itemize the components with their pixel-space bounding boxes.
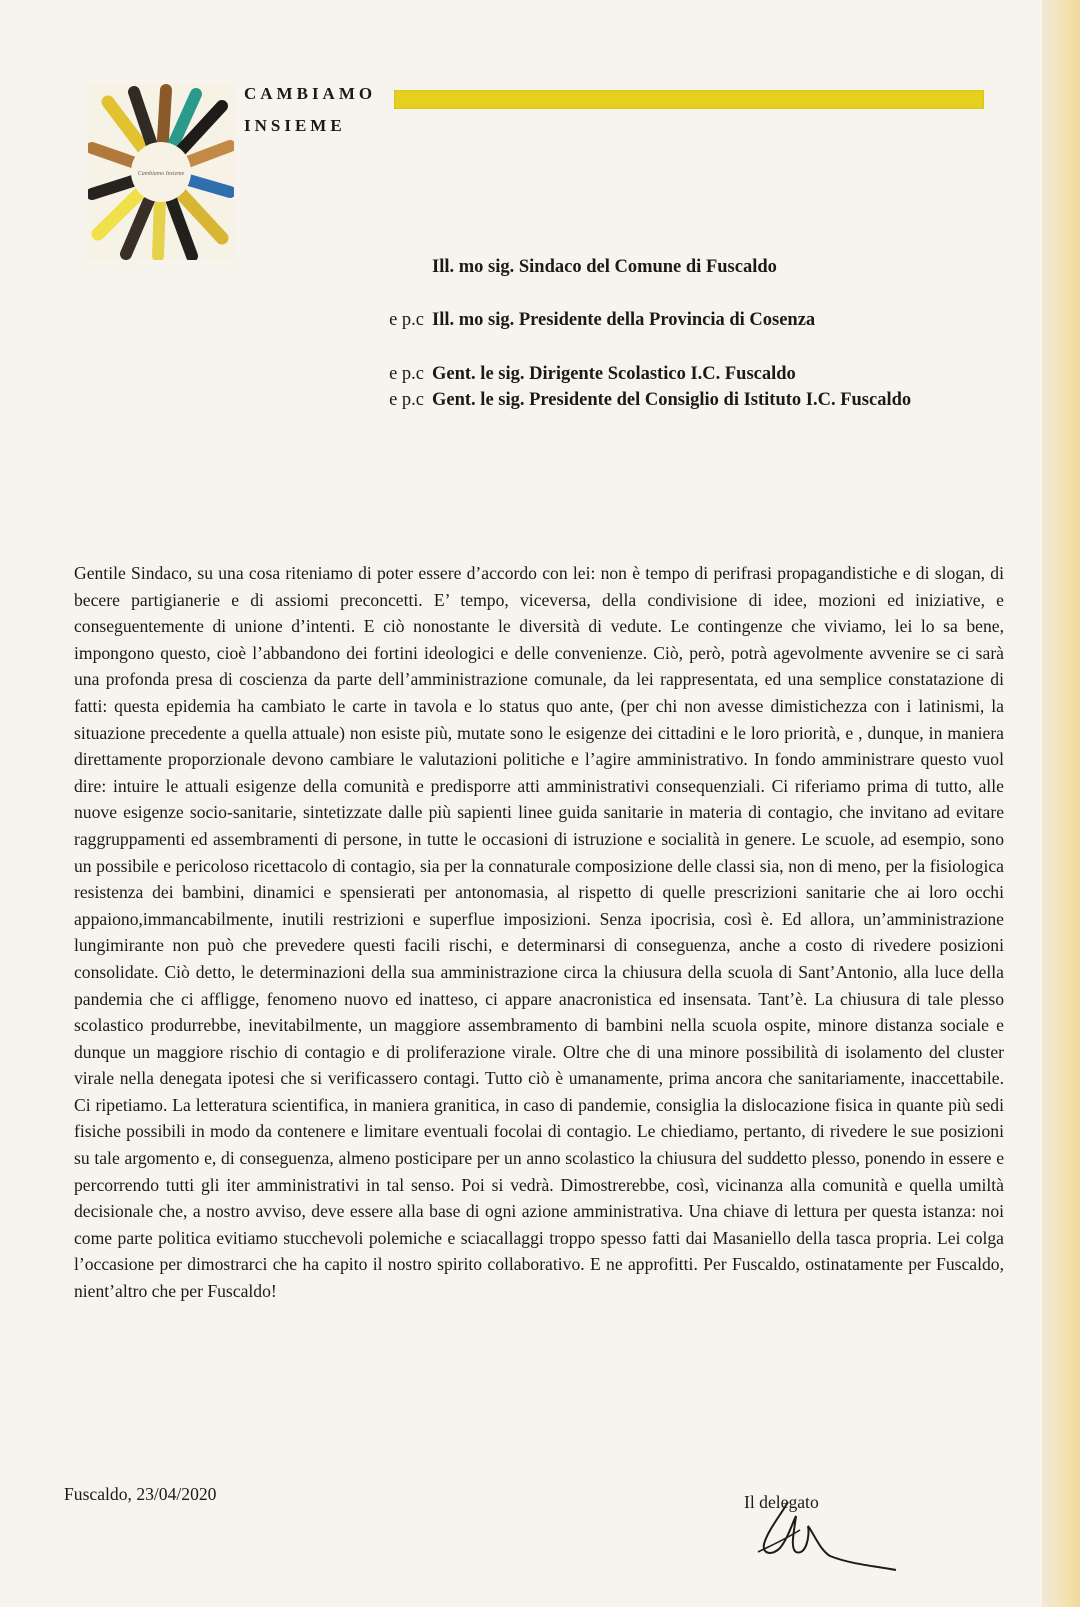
- addressee-text: Gent. le sig. Dirigente Scolastico I.C. Fuscaldo: [432, 364, 796, 384]
- cc-prefix: e p.c: [389, 310, 424, 330]
- handwritten-signature: [750, 1490, 900, 1574]
- addressee-text: Gent. le sig. Presidente del Consiglio di Istituto I.C. Fuscaldo: [432, 390, 912, 410]
- brand-accent-bar: [394, 90, 984, 109]
- cc-prefix: e p.c: [389, 390, 424, 410]
- addressee-text: Ill. mo sig. Sindaco del Comune di Fuscaldo: [432, 257, 777, 277]
- addressee-school-council: [389, 390, 912, 411]
- cc-prefix: e p.c: [389, 364, 424, 384]
- letter-body: Gentile Sindaco, su una cosa riteniamo di poter essere d’accordo con lei: non è tempo di perifrasi propagandistiche e di slogan, di becere partigianerie e di assiomi preconcetti. E’ tempo, viceversa, della condivisione di idee, mozioni ed iniziative, e conseguentemente di unione d’intenti. E ciò nonostante le diversità di vedute. Le contingenze che viviamo, lei lo sa bene, impongono questo, cioè l’abbandono dei fortini ideologici e delle convenienze. Ciò, però, potrà agevolmente avvenire se ci sarà una profonda presa di coscienza da parte dell’amministrazione comunale, da lei rappresentata, ed una semplice constatazione di fatti: questa epidemia ha cambiato le carte in tavola e lo status quo ante, (per chi non avesse dimistichezza con i latinismi, la situazione precedente a quella attuale) non esiste più, mutate sono le esigenze dei cittadini e le loro priorità, e , dunque, in maniera direttamente proporzionale devono cambiare le valutazioni politiche e l’agire amministrativo. In fondo amministrare questo vuol dire: intuire le attuali esigenze della comunità e predisporre atti amministrativi consequenziali. Ci riferiamo prima di tutto, alle nuove esigenze socio-sanitarie, sintetizzate dalle più sapienti linee guida sanitarie in materia di contagio, che invitano ad evitare raggruppamenti ed assembramenti di persone, in tutte le occasioni di istruzione e socialità in genere. Le scuole, ad esempio, sono un possibile e pericoloso ricettacolo di contagio, sia per la connaturale composizione delle classi sia, non di meno, per la fisiologica resistenza dei bambini, dinamici e spensierati per antonomasia, al rispetto di quelle prescrizioni sanitarie che ai loro occhi appaiono,immancabilmente, inutili restrizioni e superflue imposizioni. Senza ipocrisia, così è. Ed allora, un’amministrazione lungimirante non può che prevedere questi facili rischi, e determinarsi di conseguenza, anche a costo di rivedere posizioni consolidate. Ciò detto, le determinazioni della sua amministrazione circa la chiusura della scuola di Sant’Antonio, alla luce della pandemia che ci affligge, fenomeno nuovo ed inatteso, ci appare anacronistica ed insensata. Tant’è. La chiusura di tale plesso scolastico produrrebbe, inevitabilmente, un maggiore assembramento di bambini nella scuola ospite, minore distanza sociale e dunque un maggiore rischio di contagio e di proliferazione virale. Oltre che di una minore possibilità di isolamento del cluster virale nella denegata ipotesi che si verificassero contagi. Tutto ciò è umanamente, prima ancora che sanitariamente, inaccettabile. Ci ripetiamo. La letteratura scientifica, in maniera granitica, in caso di pandemie, consiglia la dislocazione fisica in quante più sedi fisiche possibili in modo da contenere e limitare eventuali focolai di contagio. Le chiediamo, pertanto, di rivedere le sue posizioni su tale argomento e, di conseguenza, almeno posticipare per un anno scolastico la chiusura del suddetto plesso, ponendo in essere e percorrendo tutti gli iter amministrativi in tal senso. Poi si vedrà. Dimostrerebbe, così, vicinanza alla comunità e quella umiltà decisionale che, a nostro avviso, deve essere alla base di ogni azione amministrativa. Una chiave di lettura per questa istanza: noi come parte politica evitiamo stucchevoli polemiche e sciacallaggi troppo spesso fatti dai Masaniello della tasca propria. Lei colga l’occasione per dimostrarci che ha capito il nostro spirito collaborativo. E ne approfitti. Per Fuscaldo, ostinatamente per Fuscaldo, nient’altro che per Fuscaldo!: [74, 563, 1004, 1302]
- brand-title-line-2: INSIEME: [244, 116, 346, 135]
- place-and-date: Fuscaldo, 23/04/2020: [64, 1484, 217, 1504]
- addressee-text: Ill. mo sig. Presidente della Provincia di Cosenza: [432, 310, 816, 330]
- signer-label: Il delegato: [744, 1492, 819, 1512]
- brand-title-line-1: CAMBIAMO: [244, 84, 377, 103]
- logo: [88, 84, 234, 260]
- page-edge-shadow: [1042, 0, 1080, 1607]
- logo-text: Cambiamo Insieme: [137, 171, 185, 177]
- addressee-school-head: [389, 364, 796, 385]
- addressee-province: [389, 310, 816, 331]
- addressee-mayor: [432, 257, 777, 278]
